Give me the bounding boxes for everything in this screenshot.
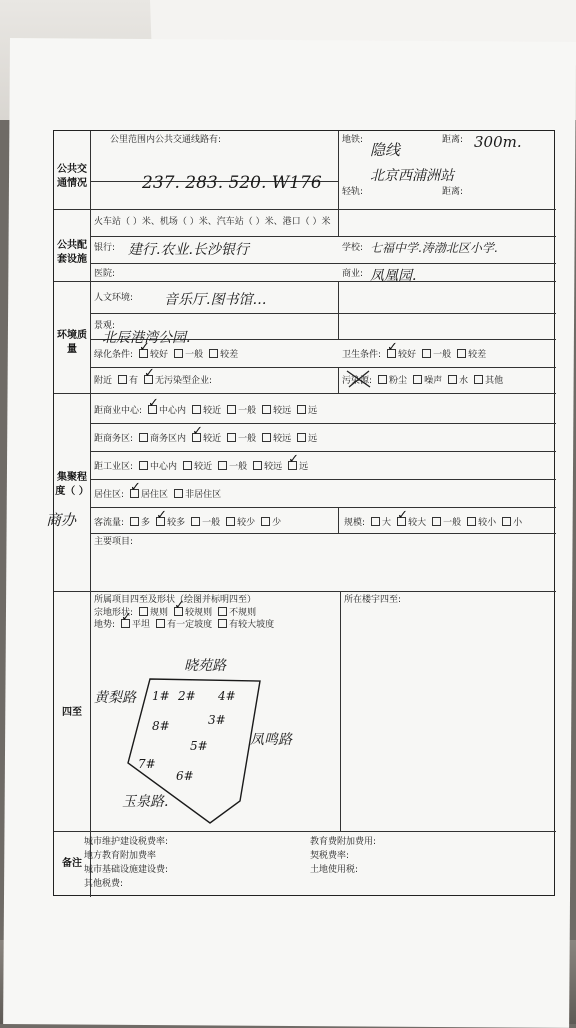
- business-center-checkbox[interactable]: [148, 405, 157, 414]
- industrial-checkbox[interactable]: [253, 461, 262, 470]
- terrain-checkbox[interactable]: [121, 619, 130, 628]
- remark-left-0: 城市维护建设税费率:: [84, 837, 169, 847]
- business-district-option[interactable]: [221, 433, 256, 445]
- sketch-building: 5#: [190, 739, 208, 753]
- sanitation-row: [342, 349, 486, 361]
- scale-option[interactable]: [461, 517, 496, 529]
- divider: [54, 393, 556, 394]
- divider: [90, 423, 556, 424]
- traffic-row: [94, 517, 281, 529]
- divider: [54, 591, 556, 592]
- scale-label: 规模:: [344, 518, 366, 528]
- scale-option[interactable]: [391, 517, 426, 529]
- distance-value: 300m.: [474, 133, 522, 151]
- greening-option[interactable]: [203, 349, 238, 361]
- residential-label: 居住区:: [94, 490, 125, 500]
- traffic-option-label: 多: [141, 518, 151, 528]
- nearby-option-label: 有: [129, 376, 139, 386]
- station-distances: 火车站（ ）米、机场（ ）米、汽车站（ ）米、港口（ ）米: [94, 217, 331, 227]
- terrain-option[interactable]: [150, 619, 212, 631]
- scale-option-label: 大: [382, 518, 392, 528]
- business-district-checkbox[interactable]: [227, 433, 236, 442]
- business-center-label: 距商业中心:: [94, 406, 143, 416]
- bus-lines-value: 237. 283. 520. W176: [142, 173, 322, 193]
- industrial-checkbox[interactable]: [218, 461, 227, 470]
- divider: [90, 367, 556, 368]
- metro-label: 地铁:: [342, 135, 364, 145]
- traffic-options: [124, 518, 281, 528]
- terrain-row: [94, 619, 274, 631]
- greening-option[interactable]: [133, 349, 168, 361]
- scale-checkbox[interactable]: [397, 517, 406, 526]
- section-boundaries: 四至: [62, 707, 82, 718]
- shape-checkbox[interactable]: [218, 607, 227, 616]
- business-district-option-label: 较远: [273, 434, 292, 444]
- industrial-option[interactable]: [177, 461, 212, 473]
- sketch-building: 6#: [176, 769, 194, 783]
- scenery-value: 北辰港湾公园.: [102, 330, 191, 346]
- school-value: 七福中学.涛渤北区小学.: [370, 241, 498, 255]
- traffic-label: 客流量:: [94, 518, 125, 528]
- shape-option[interactable]: [133, 607, 168, 619]
- pollution-option-label: 噪声: [424, 376, 443, 386]
- business-center-checkbox[interactable]: [192, 405, 201, 414]
- pollution-option-label: 其他: [485, 376, 504, 386]
- shape-row: [94, 607, 256, 619]
- pollution-checkbox[interactable]: [474, 375, 483, 384]
- terrain-checkbox[interactable]: [156, 619, 165, 628]
- business-center-options: [142, 406, 317, 416]
- terrain-label: 地势:: [94, 620, 116, 630]
- divider: [338, 367, 339, 393]
- business-center-option-label: 较近: [203, 406, 222, 416]
- residential-option[interactable]: [168, 489, 221, 501]
- business-district-row: [94, 433, 317, 445]
- business-center-option[interactable]: [256, 405, 291, 417]
- remark-right-1: 契税费率:: [310, 851, 350, 861]
- pollution-option-label: 粉尘: [389, 376, 408, 386]
- pollution-option[interactable]: [407, 375, 442, 387]
- business-district-option-label: 较近: [203, 434, 222, 444]
- business-district-option[interactable]: [133, 433, 186, 445]
- nearby-options: [112, 376, 212, 386]
- divider: [338, 281, 339, 339]
- industrial-label: 距工业区:: [94, 462, 134, 472]
- sketch-south-road: 玉泉路.: [122, 794, 169, 810]
- terrain-option-label: 平坦: [132, 620, 151, 630]
- industrial-checkbox[interactable]: [139, 461, 148, 470]
- terrain-option[interactable]: [115, 619, 150, 631]
- divider: [54, 209, 556, 210]
- scale-option[interactable]: [426, 517, 461, 529]
- greening-option-label: 一般: [185, 350, 204, 360]
- pollution-checkbox[interactable]: [378, 375, 387, 384]
- business-center-option-label: 较远: [273, 406, 292, 416]
- pollution-checkbox[interactable]: [448, 375, 457, 384]
- pollution-option[interactable]: [468, 375, 503, 387]
- industrial-options: [133, 462, 308, 472]
- residential-row: [94, 489, 221, 501]
- industrial-row: [94, 461, 308, 473]
- residential-option-label: 居住区: [141, 490, 169, 500]
- business-center-checkbox[interactable]: [297, 405, 306, 414]
- business-district-option[interactable]: [256, 433, 291, 445]
- residential-options: [124, 490, 221, 500]
- shape-checkbox[interactable]: [139, 607, 148, 616]
- scale-option-label: 小: [513, 518, 523, 528]
- remark-left-3: 其他税费:: [84, 879, 124, 889]
- divider: [340, 591, 341, 831]
- remark-right-0: 教育费附加费用:: [310, 837, 377, 847]
- commerce-value: 凤凰园.: [370, 268, 417, 284]
- business-district-option[interactable]: [186, 433, 221, 445]
- scale-option-label: 较小: [478, 518, 497, 528]
- business-center-option-label: 远: [308, 406, 318, 416]
- scale-option-label: 较大: [408, 518, 427, 528]
- divider: [90, 236, 556, 237]
- sanitation-option-label: 较好: [398, 350, 417, 360]
- shape-checkbox[interactable]: [174, 607, 183, 616]
- business-district-options: [133, 434, 317, 444]
- bank-label: 银行:: [94, 243, 116, 253]
- terrain-option-label: 有一定坡度: [167, 620, 213, 630]
- traffic-option[interactable]: [255, 517, 281, 529]
- remark-left-1: 地方教育附加费率: [84, 851, 157, 861]
- sketch-building: 3#: [208, 713, 226, 727]
- humanities-label: 人文环境:: [94, 293, 134, 303]
- business-center-option[interactable]: [142, 405, 186, 417]
- shape-option-label: 不规则: [229, 608, 257, 618]
- sketch-building: 2#: [178, 689, 196, 703]
- industrial-option[interactable]: [212, 461, 247, 473]
- sanitation-option-label: 一般: [433, 350, 452, 360]
- greening-checkbox[interactable]: [139, 349, 148, 358]
- terrain-checkbox[interactable]: [218, 619, 227, 628]
- traffic-checkbox[interactable]: [226, 517, 235, 526]
- business-district-checkbox[interactable]: [262, 433, 271, 442]
- traffic-checkbox[interactable]: [156, 517, 165, 526]
- business-center-checkbox[interactable]: [227, 405, 236, 414]
- distance-label: 距离:: [442, 135, 464, 145]
- pollution-label: 污染源:: [342, 376, 373, 386]
- divider: [338, 131, 339, 236]
- bus-lines-label: 公里范围内公共交通线路有:: [110, 135, 222, 145]
- divider: [54, 281, 556, 282]
- pollution-option[interactable]: [442, 375, 468, 387]
- industrial-option[interactable]: [282, 461, 308, 473]
- traffic-option-label: 较多: [167, 518, 186, 528]
- section-agglomeration-handwritten: 商办: [46, 511, 77, 529]
- traffic-option[interactable]: [150, 517, 185, 529]
- shape-options: [133, 608, 256, 618]
- business-center-checkbox[interactable]: [262, 405, 271, 414]
- industrial-option[interactable]: [247, 461, 282, 473]
- industrial-option-label: 远: [299, 462, 309, 472]
- business-district-checkbox[interactable]: [192, 433, 201, 442]
- industrial-checkbox[interactable]: [183, 461, 192, 470]
- pollution-cross-mark: [344, 369, 374, 389]
- pollution-option[interactable]: [372, 375, 407, 387]
- nearby-label: 附近: [94, 376, 113, 386]
- traffic-option-label: 较少: [237, 518, 256, 528]
- metro-station: 北京西浦洲站: [370, 168, 454, 184]
- commerce-label: 商业:: [342, 269, 364, 279]
- industrial-option-label: 一般: [229, 462, 248, 472]
- residential-checkbox[interactable]: [174, 489, 183, 498]
- nearby-option[interactable]: [138, 375, 212, 387]
- scale-options: [365, 518, 522, 528]
- residential-option-label: 非居住区: [185, 490, 222, 500]
- sketch-building: 7#: [138, 757, 156, 771]
- industrial-option-label: 中心内: [150, 462, 178, 472]
- pollution-options: [372, 376, 503, 386]
- sanitation-option[interactable]: [416, 349, 451, 361]
- section-facilities: 公共配套设施: [57, 240, 87, 265]
- business-center-row: [94, 405, 317, 417]
- humanities-value: 音乐厅.图书馆…: [164, 292, 267, 308]
- light-rail-distance-label: 距离:: [442, 187, 464, 197]
- traffic-option-label: 少: [272, 518, 282, 528]
- school-label: 学校:: [342, 243, 364, 253]
- remark-right-2: 土地使用税:: [310, 865, 359, 875]
- industrial-checkbox[interactable]: [288, 461, 297, 470]
- sanitation-checkbox[interactable]: [457, 349, 466, 358]
- business-center-option-label: 中心内: [159, 406, 187, 416]
- sanitation-checkbox[interactable]: [422, 349, 431, 358]
- business-district-option-label: 商务区内: [150, 434, 187, 444]
- pollution-option-label: 水: [459, 376, 469, 386]
- building-title: 所在楼宇四至:: [344, 595, 402, 605]
- greening-option-label: 较好: [150, 350, 169, 360]
- scale-checkbox[interactable]: [467, 517, 476, 526]
- bank-value: 建行.农业.长沙银行: [128, 242, 249, 258]
- nearby-option[interactable]: [112, 375, 138, 387]
- business-district-checkbox[interactable]: [297, 433, 306, 442]
- sanitation-checkbox[interactable]: [387, 349, 396, 358]
- traffic-option-label: 一般: [202, 518, 221, 528]
- section-transport: 公共交通情况: [57, 164, 87, 189]
- industrial-option[interactable]: [133, 461, 177, 473]
- sketch-building: 8#: [152, 719, 170, 733]
- sanitation-option[interactable]: [381, 349, 416, 361]
- industrial-option-label: 较远: [264, 462, 283, 472]
- sketch-building: 1#: [152, 689, 170, 703]
- traffic-checkbox[interactable]: [191, 517, 200, 526]
- divider: [90, 263, 556, 264]
- business-district-option-label: 一般: [238, 434, 257, 444]
- sanitation-label: 卫生条件:: [342, 350, 382, 360]
- sanitation-options: [381, 350, 486, 360]
- nearby-row: [94, 375, 212, 387]
- terrain-options: [115, 620, 274, 630]
- scenery-label: 景观:: [94, 321, 116, 331]
- nearby-checkbox[interactable]: [118, 375, 127, 384]
- business-district-label: 距商务区:: [94, 434, 134, 444]
- scale-row: [344, 517, 522, 529]
- divider: [90, 533, 556, 534]
- metro-value: 隐线: [370, 141, 401, 159]
- remark-left-2: 城市基础设施建设费:: [84, 865, 169, 875]
- business-center-option[interactable]: [291, 405, 317, 417]
- residential-checkbox[interactable]: [130, 489, 139, 498]
- divider: [54, 831, 556, 832]
- divider: [90, 313, 556, 314]
- traffic-option[interactable]: [185, 517, 220, 529]
- terrain-option-label: 有较大坡度: [229, 620, 275, 630]
- terrain-option[interactable]: [212, 619, 274, 631]
- hospital-label: 医院:: [94, 269, 116, 279]
- divider: [90, 479, 556, 480]
- business-center-option[interactable]: [186, 405, 221, 417]
- shape-option[interactable]: [168, 607, 212, 619]
- business-district-option[interactable]: [291, 433, 317, 445]
- pollution-checkbox[interactable]: [413, 375, 422, 384]
- survey-form: [46, 130, 555, 896]
- shape-label: 宗地形状:: [94, 608, 134, 618]
- greening-options: [133, 350, 238, 360]
- traffic-checkbox[interactable]: [261, 517, 270, 526]
- greening-checkbox[interactable]: [209, 349, 218, 358]
- sketch-north-road: 晓苑路: [184, 658, 226, 674]
- shape-option-label: 较规则: [185, 608, 213, 618]
- traffic-option[interactable]: [220, 517, 255, 529]
- business-district-checkbox[interactable]: [139, 433, 148, 442]
- sketch-west-road: 黄梨路: [94, 690, 136, 706]
- residential-option[interactable]: [124, 489, 168, 501]
- sketch-building: 4#: [218, 689, 236, 703]
- greening-checkbox[interactable]: [174, 349, 183, 358]
- scale-checkbox[interactable]: [502, 517, 511, 526]
- nearby-option-label: 无污染型企业:: [155, 376, 213, 386]
- section-environment: 环境质量: [57, 330, 87, 355]
- greening-option-label: 较差: [220, 350, 239, 360]
- shape-option-label: 规则: [150, 608, 169, 618]
- greening-label: 绿化条件:: [94, 350, 134, 360]
- traffic-checkbox[interactable]: [130, 517, 139, 526]
- industrial-option-label: 较近: [194, 462, 213, 472]
- traffic-option[interactable]: [124, 517, 150, 529]
- business-center-option[interactable]: [221, 405, 256, 417]
- business-center-option-label: 一般: [238, 406, 257, 416]
- shape-option[interactable]: [212, 607, 256, 619]
- business-district-option-label: 远: [308, 434, 318, 444]
- scale-option[interactable]: [496, 517, 522, 529]
- scale-checkbox[interactable]: [371, 517, 380, 526]
- sketch-east-road: 凤鸣路: [250, 732, 292, 748]
- nearby-checkbox[interactable]: [144, 375, 153, 384]
- scale-checkbox[interactable]: [432, 517, 441, 526]
- section-agglomeration: 集聚程度（ ）: [55, 472, 89, 497]
- divider: [338, 507, 339, 533]
- greening-row: [94, 349, 238, 361]
- greening-option[interactable]: [168, 349, 203, 361]
- shape-title: 所属项目四至及形状（绘图并标明四至）: [94, 595, 257, 605]
- sanitation-option-label: 较差: [468, 350, 487, 360]
- scale-option-label: 一般: [443, 518, 462, 528]
- divider: [90, 451, 556, 452]
- scale-option[interactable]: [365, 517, 391, 529]
- sanitation-option[interactable]: [451, 349, 486, 361]
- main-projects-label: 主要项目:: [94, 537, 134, 547]
- light-rail-label: 轻轨:: [342, 187, 364, 197]
- section-remarks: 备注: [62, 858, 82, 869]
